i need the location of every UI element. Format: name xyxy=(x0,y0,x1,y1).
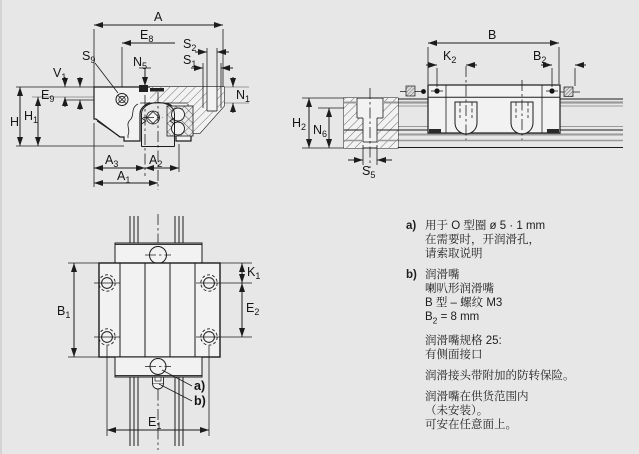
dim-label-K1: $K_1$ xyxy=(247,265,261,281)
dim-label-A1: $A_1$ xyxy=(117,169,131,185)
footnote-marker-a: a) xyxy=(194,379,206,393)
note-paragraph-antirotation: 润滑接头带附加的防转保险。 xyxy=(425,370,575,383)
lube-screw-S9 xyxy=(116,94,128,106)
note-a-line: 用于 O 型圈 ø 5 · 1 mm xyxy=(425,220,546,232)
dim-label-S2: $S_2$ xyxy=(183,37,197,53)
dim-label-B1: $B_1$ xyxy=(57,304,71,320)
note-paragraph-spec25: 润滑嘴规格 25: 有侧面接口 xyxy=(425,335,502,362)
dim-label-E9: $E_9$ xyxy=(41,88,55,104)
carriage-top-view-body xyxy=(99,263,220,357)
note-b-line: B 型 – 螺纹 M3 xyxy=(425,297,503,309)
view-cross-section xyxy=(10,10,250,190)
dim-label-V1: $V_1$ xyxy=(53,66,67,82)
wiper-seal-right xyxy=(547,129,559,133)
dim-label-H: H xyxy=(10,115,20,129)
dim-label-A: A xyxy=(154,10,163,24)
lube-port-N5 xyxy=(139,85,148,92)
note-b-line: 喇叭形润滑嘴 xyxy=(425,283,494,295)
dim-label-S9: $S_9$ xyxy=(82,49,96,65)
footnotes-panel xyxy=(406,219,638,439)
dim-label-S5: $S_5$ xyxy=(362,164,376,180)
note-a-line: 在需要时，开润滑孔， xyxy=(425,234,540,246)
dim-label-E8: $E_8$ xyxy=(140,28,154,44)
ball-lower xyxy=(172,122,185,135)
grease-nipple-top-view xyxy=(153,377,164,389)
note-b xyxy=(406,268,638,327)
dim-label-H2: $H_2$ xyxy=(292,116,307,132)
seal-strip xyxy=(150,88,164,92)
rail-section-block xyxy=(344,88,398,168)
view-top xyxy=(57,214,260,450)
note-b-spec: $B_2 = 8$ mm xyxy=(425,311,480,326)
note-a-line: 请索取说明 xyxy=(425,248,483,260)
dim-label-A2: $A_2$ xyxy=(149,153,163,169)
note-paragraph-scope: 润滑嘴在供货范围内 （未安装）。 可安在任意面上。 xyxy=(425,391,529,432)
note-b-marker: b) xyxy=(406,269,417,281)
wiper-seal-left xyxy=(429,129,441,133)
view-side xyxy=(292,28,623,180)
dim-label-N6: $N_6$ xyxy=(313,123,328,139)
end-cap-bottom xyxy=(115,357,202,377)
dim-label-S1: $S_1$ xyxy=(183,53,197,69)
footnote-marker-b: b) xyxy=(194,394,206,408)
note-b-line: 润滑嘴 xyxy=(425,269,460,281)
dim-label-E1: $E_1$ xyxy=(148,415,162,431)
note-a xyxy=(406,219,638,261)
dim-label-H1: $H_1$ xyxy=(24,109,39,125)
grease-nipple-right xyxy=(560,87,580,97)
grease-nipple-left xyxy=(400,86,426,96)
dim-label-N5: $N_5$ xyxy=(133,55,148,71)
end-cap-top xyxy=(115,243,202,264)
dim-label-E2: $E_2$ xyxy=(246,301,260,317)
dim-label-B: B xyxy=(488,28,497,42)
dim-label-K2: $K_2$ xyxy=(443,49,457,65)
dim-label-N1: $N_1$ xyxy=(236,88,251,104)
note-a-marker: a) xyxy=(406,220,417,232)
dim-label-A3: $A_3$ xyxy=(105,153,119,169)
dim-label-B2: $B_2$ xyxy=(533,49,547,65)
